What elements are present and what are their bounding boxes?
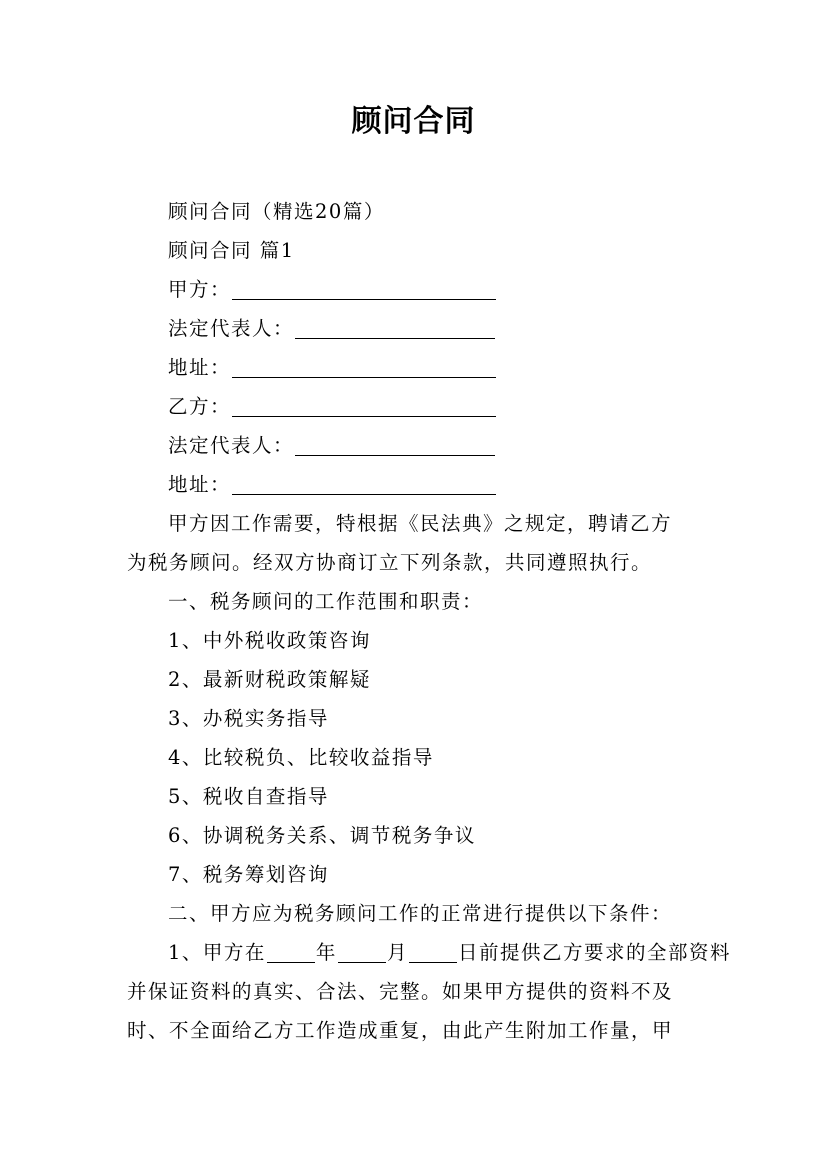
party-b-address-label: 地址： [168,473,232,496]
chapter-heading: 顾问合同 篇1 [168,239,295,262]
party-b-label: 乙方： [168,395,232,418]
party-b-rep-field [168,426,496,465]
list-item: 1、中外税收政策咨询 [168,629,371,652]
list-item: 5、税收自查指导 [168,785,329,808]
party-a-rep-blank[interactable] [295,316,495,339]
clause-1-rest: 日前提供乙方要求的全部资料 [457,941,731,964]
party-a-rep-label: 法定代表人： [168,317,295,340]
clause-1-prefix: 1、甲方在 [168,941,266,964]
party-a-label: 甲方： [168,278,232,301]
party-b-blank[interactable] [232,394,496,417]
section-1-heading: 一、税务顾问的工作范围和职责： [168,590,484,613]
list-item: 4、比较税负、比较收益指导 [168,746,434,769]
party-b-address-blank[interactable] [232,472,496,495]
party-a-address-blank[interactable] [232,355,496,378]
party-a-address-label: 地址： [168,356,232,379]
month-label: 月 [386,941,408,964]
party-b-field [168,387,497,426]
list-item: 6、协调税务关系、调节税务争议 [168,824,476,847]
party-b-address-field [168,465,497,504]
month-blank[interactable] [338,940,386,963]
party-a-field [168,270,497,309]
list-item: 7、税务筹划咨询 [168,863,329,886]
year-blank[interactable] [267,940,315,963]
preamble-line-1: 甲方因工作需要，特根据《民法典》之规定，聘请乙方 [168,512,673,535]
year-label: 年 [315,941,337,964]
party-a-address-field [168,348,497,387]
party-a-rep-field [168,309,496,348]
party-b-rep-label: 法定代表人： [168,434,295,457]
page-title: 顾问合同 [351,104,476,139]
clause-1-line-1 [168,933,731,972]
party-b-rep-blank[interactable] [295,433,495,456]
list-item: 2、最新财税政策解疑 [168,668,371,691]
day-blank[interactable] [409,940,457,963]
document-subtitle: 顾问合同（精选20篇） [168,200,385,223]
clause-1-line-3: 时、不全面给乙方工作造成重复，由此产生附加工作量，甲 [127,1019,674,1042]
preamble-line-2: 为税务顾问。经双方协商订立下列条款，共同遵照执行。 [127,551,653,574]
clause-1-line-2: 并保证资料的真实、合法、完整。如果甲方提供的资料不及 [127,980,674,1003]
list-item: 3、办税实务指导 [168,707,329,730]
party-a-blank[interactable] [232,277,496,300]
section-2-heading: 二、甲方应为税务顾问工作的正常进行提供以下条件： [168,902,673,925]
